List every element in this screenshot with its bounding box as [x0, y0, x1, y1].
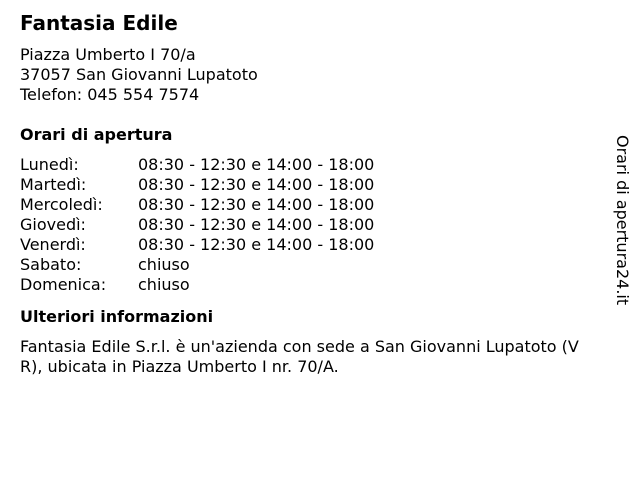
- hours-row-sunday: [20, 275, 600, 295]
- hours-time: 08:30 - 12:30 e 14:00 - 18:00: [138, 155, 375, 174]
- hours-day: Mercoledì:: [20, 195, 103, 214]
- hours-time: chiuso: [138, 255, 190, 274]
- additional-info-text: Fantasia Edile S.r.l. è un'azienda con sede a San Giovanni Lupatoto (VR), ubicata in Piazza Umberto I nr. 70/A.: [20, 337, 579, 376]
- opening-hours-table: [20, 155, 600, 295]
- hours-time: 08:30 - 12:30 e 14:00 - 18:00: [138, 195, 375, 214]
- hours-time: 08:30 - 12:30 e 14:00 - 18:00: [138, 175, 375, 194]
- business-name: Fantasia Edile: [20, 11, 178, 35]
- hours-row-wednesday: [20, 195, 600, 215]
- business-card: [20, 10, 600, 377]
- hours-day: Domenica:: [20, 275, 107, 294]
- phone-number: Telefon: 045 554 7574: [20, 85, 200, 104]
- hours-day: Sabato:: [20, 255, 82, 274]
- address-block: [20, 45, 600, 105]
- hours-row-saturday: [20, 255, 600, 275]
- hours-row-monday: [20, 155, 600, 175]
- hours-day: Giovedì:: [20, 215, 86, 234]
- hours-day: Lunedì:: [20, 155, 79, 174]
- address-street: Piazza Umberto I 70/a: [20, 45, 196, 64]
- hours-time: chiuso: [138, 275, 190, 294]
- hours-row-tuesday: [20, 175, 600, 195]
- hours-day: Martedì:: [20, 175, 87, 194]
- additional-info-heading: Ulteriori informazioni: [20, 307, 214, 326]
- address-city: 37057 San Giovanni Lupatoto: [20, 65, 258, 84]
- opening-hours-heading: Orari di apertura: [20, 125, 173, 144]
- site-brand-vertical: Orari di apertura24.it: [613, 135, 632, 306]
- hours-row-friday: [20, 235, 600, 255]
- hours-day: Venerdì:: [20, 235, 86, 254]
- hours-time: 08:30 - 12:30 e 14:00 - 18:00: [138, 235, 375, 254]
- hours-row-thursday: [20, 215, 600, 235]
- hours-time: 08:30 - 12:30 e 14:00 - 18:00: [138, 215, 375, 234]
